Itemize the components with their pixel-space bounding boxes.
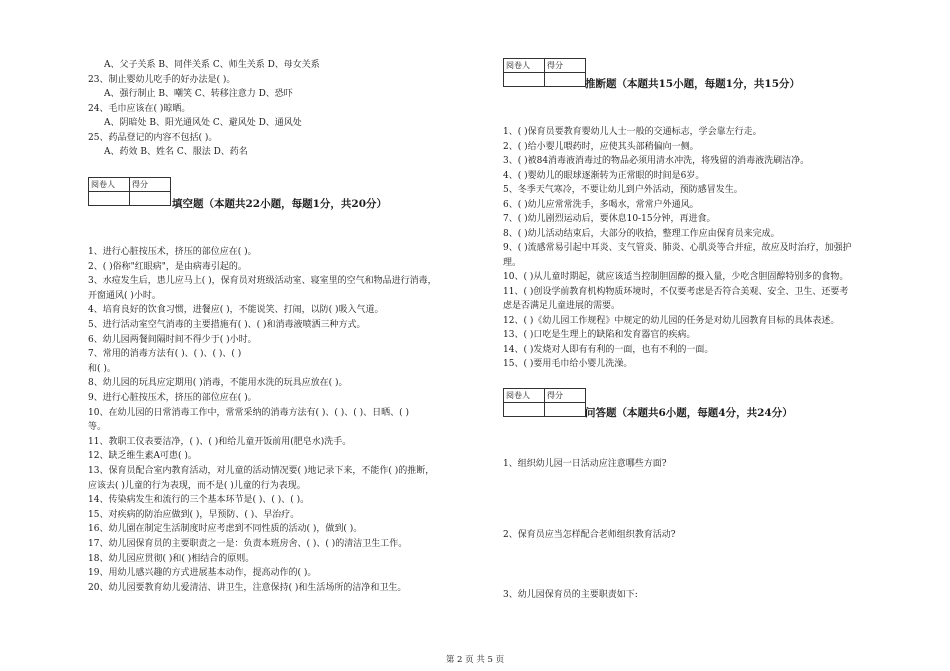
question-line: 25、药品登记的内容不包括( )。 [88, 132, 218, 143]
question-line: A、药效 B、姓名 C、服法 D、药名 [104, 147, 248, 157]
question-line: 13、( )口吃是生理上的缺陷和发育器官的疾病。 [503, 330, 696, 340]
question-line: 1、进行心脏按压术，挤压的部位应在( )。 [88, 247, 257, 257]
score-cell [130, 192, 171, 206]
question-line: 4、培育良好的饮食习惯，进餐应( )，不能说笑、打闹，以防( )吸入气道。 [88, 305, 384, 316]
question-line: 2、( )俗称"红眼病"，是由病毒引起的。 [88, 261, 247, 272]
question-line: 13、保育员配合室内教育活动，对儿童的活动情况要( )地记录下来，不能作( )的推断， [88, 466, 435, 476]
question-line: A、阴暗处 B、阳光通风处 C、避风处 D、通风处 [104, 118, 302, 128]
score-label: 得分 [130, 178, 171, 192]
question-line: 4、( )婴幼儿的眼球逐渐转为正常眼的时间是6岁。 [503, 170, 705, 181]
question-line: 8、幼儿园的玩具应定期用( )消毒，不能用水洗的玩具应放在( )。 [88, 378, 348, 389]
question-line: 20、幼儿园要教育幼儿爱清洁、讲卫生，注意保持( )和生活场所的洁净和卫生。 [88, 582, 407, 593]
reviewer-cell [504, 403, 545, 417]
question-line: 10、在幼儿园的日常消毒工作中，常常采纳的消毒方法有( )、( )、( )、日晒、( ) [88, 407, 409, 418]
question-line: 3、幼儿园保育员的主要职责如下: [503, 590, 638, 600]
score-box-fill [88, 177, 171, 206]
question-line: 19、用幼儿感兴趣的方式进展基本动作，提高动作的( )。 [88, 568, 317, 579]
question-line: 15、( )要用毛巾给小婴儿洗澡。 [503, 359, 633, 369]
reviewer-label: 阅卷人 [504, 389, 545, 403]
question-line: 7、常用的消毒方法有( )、( )、( )、( ) [88, 349, 242, 360]
question-line: 11、教职工仪表要洁净，( )、( )和给儿童开饭前用(肥皂水)洗手。 [88, 436, 352, 447]
question-line: 开窗通风( )小时。 [88, 290, 161, 301]
question-line: 12、缺乏维生素A可患( )。 [88, 451, 197, 462]
question-line: 应该去( )儿童的行为表现，而不是( )儿童的行为表现。 [88, 480, 306, 491]
question-line: 2、( )给小婴儿喂药时，应使其头部稍偏向一侧。 [503, 141, 699, 152]
score-cell [545, 403, 586, 417]
question-line: 14、传染病发生和流行的三个基本环节是( )、( )、( )。 [88, 495, 310, 506]
question-line: 2、保育员应当怎样配合老师组织教育活动? [503, 530, 676, 540]
score-cell [545, 73, 586, 87]
question-line: 7、( )幼儿剧烈运动后，要休息10-15分钟，再进食。 [503, 214, 716, 224]
score-label: 得分 [545, 59, 586, 73]
question-line: 24、毛巾应该在( )晾晒。 [88, 103, 191, 114]
question-line: 10、( )从儿童时期起，就应该适当控制胆固醇的摄入量，少吃含胆固醇特别多的食物。 [503, 272, 849, 282]
question-line: 23、制止婴幼儿吃手的好办法是( )。 [88, 74, 236, 85]
question-line: A、父子关系 B、同伴关系 C、师生关系 D、母女关系 [104, 60, 320, 70]
question-line: 3、( )被84消毒液消毒过的物品必须用清水冲洗，将残留的消毒液洗刷洁净。 [503, 156, 810, 166]
question-line: 和( )。 [88, 363, 116, 374]
score-box-judge [503, 58, 586, 87]
reviewer-label: 阅卷人 [504, 59, 545, 73]
reviewer-cell [504, 73, 545, 87]
question-line: 3、水痘发生后，患儿应马上( )，保育员对班级活动室、寝室里的空气和物品进行消毒， [88, 276, 437, 287]
question-line: 1、( )保育员要教育婴幼儿人士一般的交通标志，学会靠左行走。 [503, 127, 762, 137]
question-line: 16、幼儿園在制定生活制度时应考虑到不同性质的活动( )，做到( )。 [88, 524, 363, 535]
question-line: 等。 [88, 422, 107, 433]
question-line: 18、幼儿园应贯彻( )和( )相结合的原则。 [88, 553, 255, 564]
question-line: 17、幼儿园保育员的主要职责之一是：负责本班房舍、( )、( )的清洁卫生工作。 [88, 539, 408, 549]
question-line: 15、对疾病的防治应做到( )，早预防、( )、早治疗。 [88, 509, 300, 520]
score-box-qa [503, 388, 586, 417]
fill-section-heading: 填空题（本题共22小题，每题1分，共20分） [172, 198, 388, 210]
question-line: 9、进行心脏按压术，挤压的部位应在( )。 [88, 393, 257, 403]
page-footer: 第 2 页 共 5 页 [445, 655, 505, 665]
question-line: 8、( )幼儿活动结束后，大部分的收拾，整理工作应由保育员来完成。 [503, 228, 780, 239]
judge-section-heading: 推断题（本题共15小题，每题1分，共15分） [585, 78, 801, 90]
question-line: 14、( )发烧对人即有有利的一面，也有不利的一面。 [503, 344, 714, 355]
question-line: 12、( )《幼儿园工作规程》中规定的幼儿园的任务是对幼儿园教育目标的具体表述。 [503, 315, 840, 326]
question-line: 理。 [503, 257, 522, 268]
score-label: 得分 [545, 389, 586, 403]
question-line: 1、组织幼儿园一日活动应注意哪些方面? [503, 459, 667, 469]
question-line: 5、进行活动室空气消毒的主要措施有( )、( )和消毒液喷洒三种方式。 [88, 320, 366, 330]
question-line: A、强行制止 B、嘲笑 C、转移注意力 D、恐吓 [104, 89, 293, 99]
question-line: 5、冬季天气寒冷，不要让幼儿到户外活动，预防感冒发生。 [503, 185, 743, 195]
question-line: 6、幼儿园两餐间隔时间不得少于( )小时。 [88, 334, 257, 345]
question-line: 11、( )创设学前教育机构物质环境时，不仅要考虑是否符合美观、安全、卫生、还要考 [503, 286, 849, 297]
reviewer-cell [89, 192, 130, 206]
question-line: 6、( )幼儿应常常洗手，多喝水，常常户外通风。 [503, 199, 699, 210]
reviewer-label: 阅卷人 [89, 178, 130, 192]
question-line: 虑是否满足儿童进展的需要。 [503, 301, 621, 311]
question-line: 9、( )流感常易引起中耳炎、支气管炎、肺炎、心肌炎等合并症，故应及时治疗，加强护 [503, 243, 852, 253]
qa-section-heading: 问答题（本题共6小题，每题4分，共24分） [585, 407, 793, 419]
